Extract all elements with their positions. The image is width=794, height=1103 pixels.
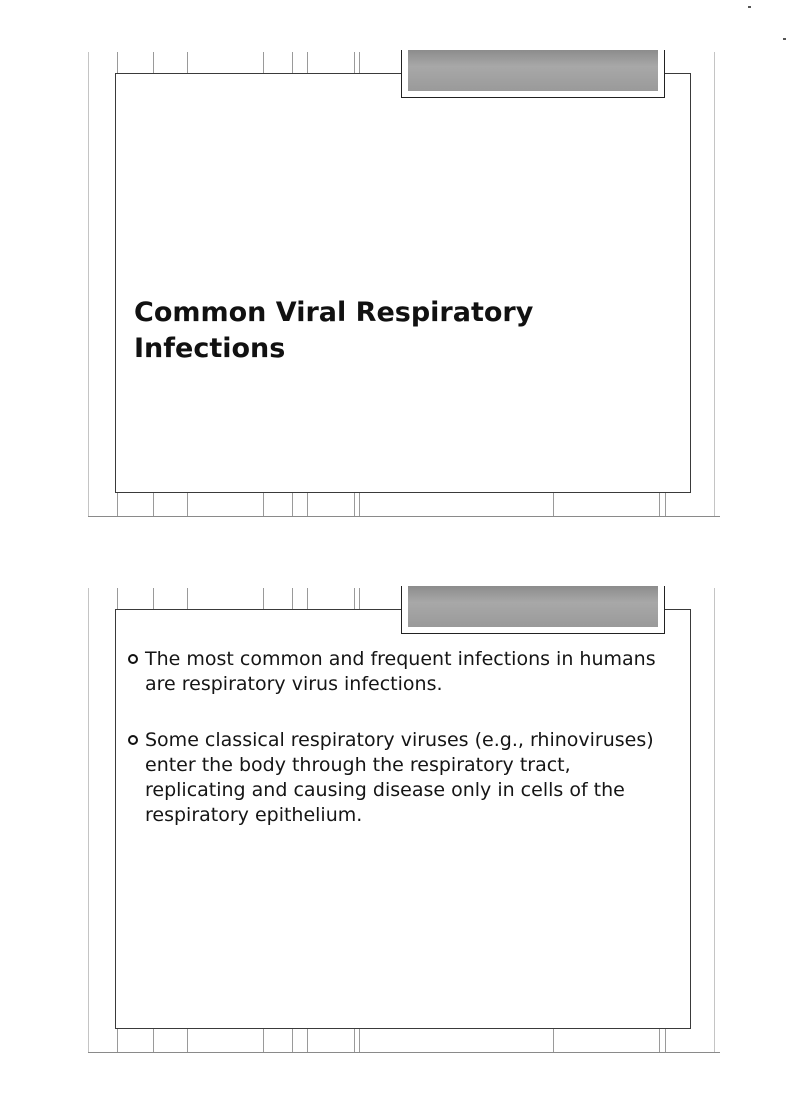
grid-line [292,492,293,516]
grid-line [263,588,264,610]
grid-line [187,1027,188,1052]
grid-line [88,52,89,516]
bullet-text: Some classical respiratory viruses (e.g., rhinoviruses) enter the body through the respiratory tract, replicating and causing disease only in cells of the respiratory epithelium. [145,729,654,826]
grid-line [88,516,720,517]
bullet-text: The most common and frequent infections in humans are respiratory virus infections. [145,648,656,695]
grid-line [153,492,154,516]
grid-line [307,492,308,516]
grid-line [88,1052,720,1053]
scan-speck [748,6,751,8]
grid-line [665,492,666,516]
header-tab-fill [408,50,658,91]
grid-line [292,1027,293,1052]
grid-line [88,588,89,1052]
grid-line [359,492,360,516]
scan-speck [783,38,786,40]
grid-line [292,588,293,610]
grid-line [354,52,355,74]
grid-line [153,1027,154,1052]
grid-line [359,588,360,610]
grid-line [153,588,154,610]
bullet-item [128,647,673,697]
grid-line [659,492,660,516]
grid-line [354,492,355,516]
bullet-list [128,647,673,859]
grid-line [714,588,715,1052]
grid-line [292,52,293,74]
grid-line [117,492,118,516]
grid-line [187,52,188,74]
grid-line [187,588,188,610]
grid-line [117,52,118,74]
slide-frame [115,73,691,493]
grid-line [117,1027,118,1052]
slide-header-tab [401,586,665,634]
grid-line [553,1027,554,1052]
grid-line [354,1027,355,1052]
circle-bullet-icon [128,654,138,664]
slide-header-tab [401,50,665,98]
grid-line [263,1027,264,1052]
slide-title: Common Viral Respiratory Infections [134,297,534,364]
grid-line [359,52,360,74]
grid-line [263,492,264,516]
grid-line [354,588,355,610]
grid-line [553,492,554,516]
grid-line [263,52,264,74]
bullet-item [128,728,673,828]
header-tab-fill [408,586,658,627]
grid-line [153,52,154,74]
grid-line [665,1027,666,1052]
grid-line [659,1027,660,1052]
grid-line [359,1027,360,1052]
grid-line [307,588,308,610]
grid-line [187,492,188,516]
grid-line [714,52,715,516]
grid-line [307,52,308,74]
grid-line [307,1027,308,1052]
grid-line [117,588,118,610]
circle-bullet-icon [128,735,138,745]
